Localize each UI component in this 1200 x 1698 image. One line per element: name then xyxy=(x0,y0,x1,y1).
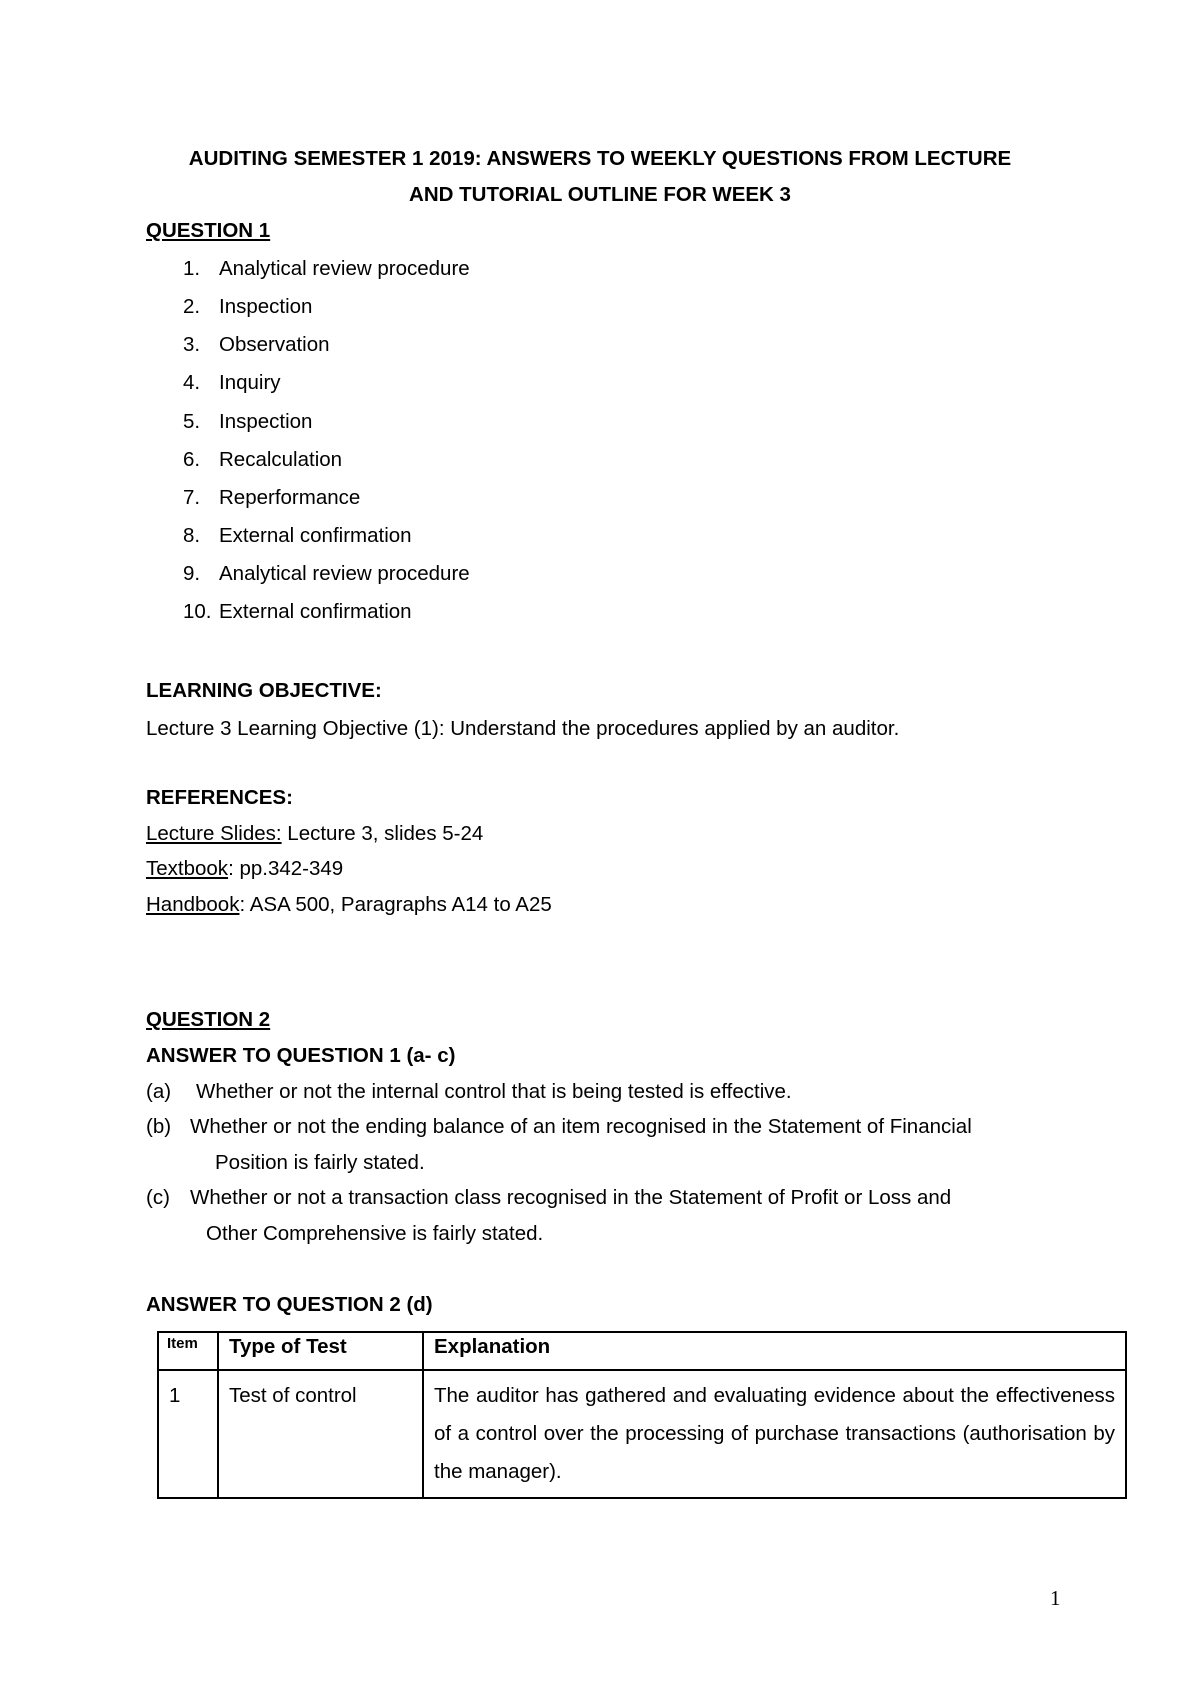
answer-d-heading: ANSWER TO QUESTION 2 (d) xyxy=(146,1293,433,1316)
learning-objective-heading: LEARNING OBJECTIVE: xyxy=(146,679,382,702)
answer-c-text-continued: Other Comprehensive is fairly stated. xyxy=(206,1222,544,1245)
reference-line: Lecture Slides: Lecture 3, slides 5-24 xyxy=(146,822,484,845)
answer-ac-heading: ANSWER TO QUESTION 1 (a- c) xyxy=(146,1044,456,1067)
document-title-line1: AUDITING SEMESTER 1 2019: ANSWERS TO WEEKLY QUESTIONS FROM LECTURE xyxy=(188,147,1012,170)
list-item: 7. Reperformance xyxy=(183,486,361,509)
answer-b-text: Whether or not the ending balance of an item recognised in the Statement of Financial xyxy=(190,1115,972,1138)
list-item: 5. Inspection xyxy=(183,410,313,433)
list-item: 1. Analytical review procedure xyxy=(183,257,470,280)
table-cell-type: Test of control xyxy=(218,1370,423,1498)
list-item: 10. External confirmation xyxy=(183,600,412,623)
question1-heading: QUESTION 1 xyxy=(146,219,271,242)
list-item: 4. Inquiry xyxy=(183,371,281,394)
table-header-type: Type of Test xyxy=(218,1332,423,1370)
answer-c-label: (c) xyxy=(146,1186,170,1209)
table-header-explanation: Explanation xyxy=(423,1332,1126,1370)
page-number: 1 xyxy=(1050,1586,1061,1610)
answer-b-label: (b) xyxy=(146,1115,172,1138)
answer-d-table xyxy=(157,1331,1127,1499)
table-row xyxy=(158,1370,1126,1498)
reference-line: Handbook: ASA 500, Paragraphs A14 to A25 xyxy=(146,893,552,916)
learning-objective-text: Lecture 3 Learning Objective (1): Understand the procedures applied by an auditor. xyxy=(146,717,900,740)
list-item: 6. Recalculation xyxy=(183,448,343,471)
document-title-line2: AND TUTORIAL OUTLINE FOR WEEK 3 xyxy=(409,183,791,206)
answer-b-text-continued: Position is fairly stated. xyxy=(215,1151,425,1174)
answer-a-label: (a) xyxy=(146,1080,172,1103)
table-cell-explanation: The auditor has gathered and evaluating evidence about the effectiveness of a control over the processing of purchase transactions (authorisation by the manager). xyxy=(423,1370,1126,1498)
list-item: 3. Observation xyxy=(183,333,330,356)
table-header-item: Item xyxy=(158,1332,218,1370)
list-item: 2. Inspection xyxy=(183,295,313,318)
table-header-row xyxy=(158,1332,1126,1370)
answer-a-text: Whether or not the internal control that is being tested is effective. xyxy=(196,1080,792,1103)
list-item: 8. External confirmation xyxy=(183,524,412,547)
answer-c-text: Whether or not a transaction class recognised in the Statement of Profit or Loss and xyxy=(190,1186,952,1209)
references-heading: REFERENCES: xyxy=(146,786,293,809)
reference-line: Textbook: pp.342-349 xyxy=(146,857,344,880)
list-item: 9. Analytical review procedure xyxy=(183,562,470,585)
table-cell-item: 1 xyxy=(158,1370,218,1498)
question2-heading: QUESTION 2 xyxy=(146,1008,271,1031)
